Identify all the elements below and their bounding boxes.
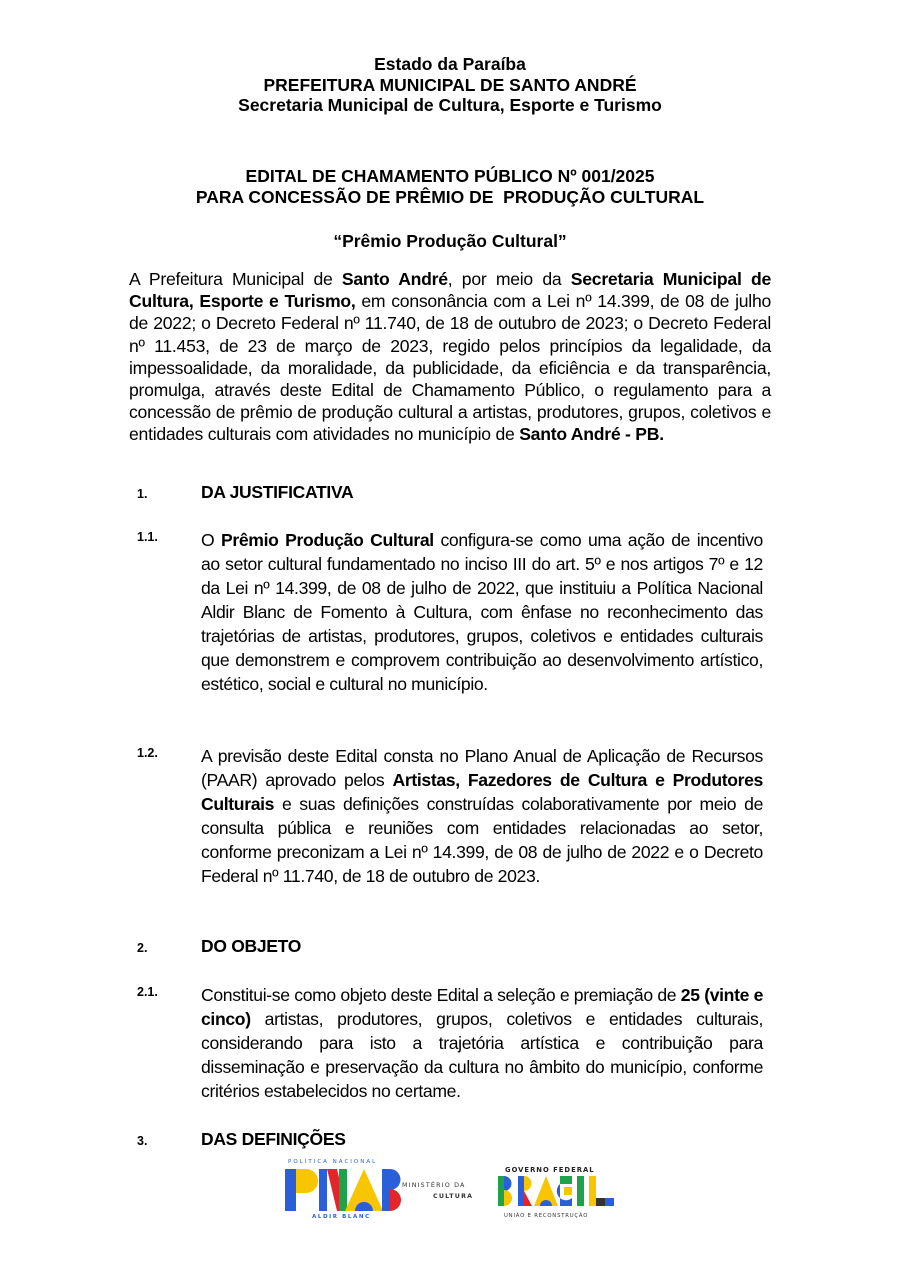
clause-bold: 25 (vinte e cinco) — [201, 985, 764, 1029]
intro-bold: Santo André - PB. — [519, 424, 664, 445]
pnab-letters-icon — [285, 1169, 403, 1211]
document-header — [0, 54, 900, 116]
clause-bold: Artistas, Fazedores de Cultura e Produtores Culturais — [201, 770, 763, 814]
document-subtitle: “Prêmio Produção Cultural” — [333, 231, 567, 251]
clause-text — [201, 744, 763, 888]
section-title: DA JUSTIFICATIVA — [201, 482, 354, 502]
pnab-bottom-label: ALDIR BLANC — [312, 1214, 371, 1220]
pnab-top-label: POLÍTICA NACIONAL — [288, 1159, 378, 1165]
intro-bold: Santo André — [341, 269, 448, 289]
pnab-logo — [282, 1158, 482, 1224]
gov-bottom-label: UNIÃO E RECONSTRUÇÃO — [504, 1213, 589, 1219]
clause-text-part: O — [201, 530, 221, 550]
clause-bold: Prêmio Produção Cultural — [220, 530, 434, 550]
clause-number: 2.1. — [137, 985, 158, 999]
section-number: 3. — [137, 1134, 148, 1148]
title-line-1: EDITAL DE CHAMAMENTO PÚBLICO Nº 001/2025 — [245, 166, 655, 186]
brasil-word-icon — [498, 1176, 616, 1206]
intro-text: , por meio da — [447, 269, 571, 289]
clause-number: 1.1. — [137, 530, 158, 544]
clause-text-part: Constitui-se como objeto deste Edital a seleção e premiação de — [201, 985, 681, 1005]
document-title — [0, 166, 900, 207]
intro-text: A Prefeitura Municipal de — [129, 269, 342, 289]
clause-text — [201, 528, 763, 696]
intro-paragraph — [129, 268, 771, 446]
state-name: Estado da Paraíba — [374, 54, 526, 74]
intro-text: em consonância com a Lei nº 14.399, de 08 de julho de 2022; o Decreto Federal nº 11.740, de 18 de outubro de 2023; o Decreto Federal nº 11.453, de 23 de março de 2023, regido pelos princípios da legalidade, da impessoalidade, da moralidade, da publicidade, da eficiência e da transparência, promulga, através deste Edital de Chamamento Público, o regulamento para a concessão de prêmio de produção cultural a artistas, produtores, grupos, coletivos e entidades culturais com atividades no município de — [129, 291, 772, 445]
clause-text-part: configura-se como uma ação de incentivo ao setor cultural fundamentado no inciso III do art. 5º e nos artigos 7º e 12 da Lei nº 14.399, de 08 de julho de 2022, que instituiu a Política Nacional Aldir Blanc de Fomento à Cultura, com ênfase no reconhecimento das trajetórias de artistas, produtores, grupos, coletivos e entidades culturais que demonstrem e comprovem contribuição ao desenvolvimento artístico, estético, social e cultural no município. — [201, 530, 763, 694]
footer-logos — [282, 1158, 622, 1224]
section-title: DAS DEFINIÇÕES — [201, 1129, 346, 1149]
gov-federal-logo — [496, 1164, 620, 1222]
city-hall-name: PREFEITURA MUNICIPAL DE SANTO ANDRÉ — [263, 74, 637, 95]
intro-bold: Secretaria Municipal de Cultura, Esporte e Turismo, — [129, 269, 771, 312]
clause-text-part: e suas definições construídas colaborativamente por meio de consulta pública e reuniões com entidades relacionadas ao setor, conforme preconizam a Lei nº 14.399, de 08 de julho de 2022 e o Decreto Federal nº 11.740, de 18 de outubro de 2023. — [201, 794, 763, 886]
secretariat-name: Secretaria Municipal de Cultura, Esporte e Turismo — [238, 95, 662, 115]
section-number: 2. — [137, 941, 148, 955]
clause-text-part: A previsão deste Edital consta no Plano Anual de Aplicação de Recursos (PAAR) aprovado pelos — [201, 746, 763, 790]
gov-top-label: GOVERNO FEDERAL — [505, 1166, 595, 1174]
section-number: 1. — [137, 487, 148, 501]
title-line-2: PARA CONCESSÃO DE PRÊMIO DE PRODUÇÃO CULTURAL — [195, 186, 705, 207]
clause-number: 1.2. — [137, 746, 158, 760]
section-title: DO OBJETO — [201, 936, 302, 956]
ministry-label-1: MINISTÉRIO DA — [402, 1182, 466, 1189]
ministry-label-2: CULTURA — [433, 1193, 474, 1200]
clause-text-part: artistas, produtores, grupos, coletivos e entidades culturais, considerando para isto a trajetória artística e contribuição para disseminação e preservação da cultura no âmbito do município, conforme critérios estabelecidos no certame. — [201, 1009, 763, 1101]
clause-text — [201, 983, 763, 1103]
